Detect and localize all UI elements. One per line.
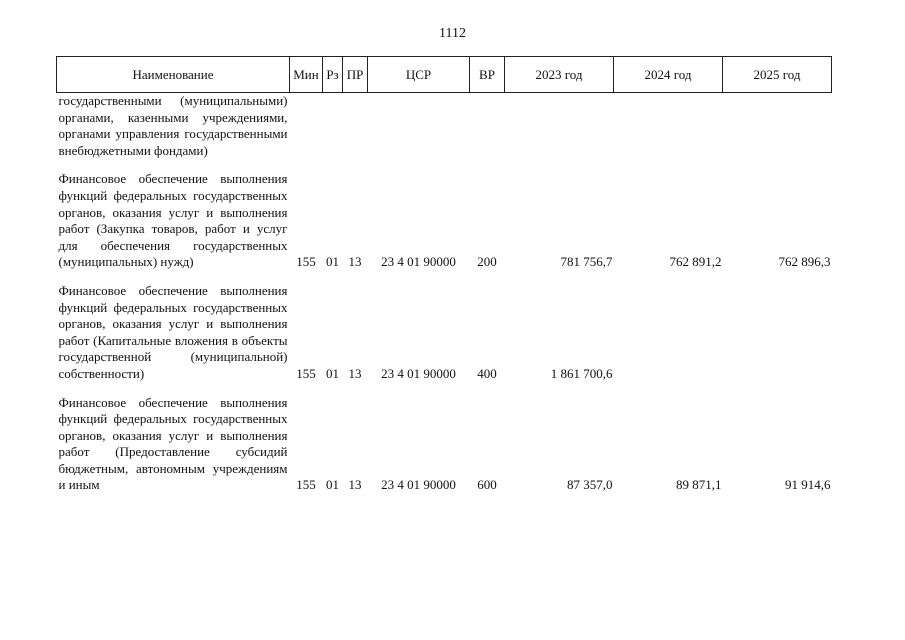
row-2025 bbox=[723, 283, 832, 383]
header-name: Наименование bbox=[57, 57, 290, 93]
row-2025: 762 896,3 bbox=[778, 254, 831, 270]
row-rz: 01 bbox=[326, 365, 339, 381]
budget-table bbox=[56, 56, 832, 494]
table-row bbox=[57, 171, 832, 271]
row-csr: 23 4 01 90000 bbox=[381, 477, 456, 493]
row-csr: 23 4 01 90000 bbox=[381, 365, 456, 381]
header-rz: Рз bbox=[323, 57, 343, 93]
row-2024: 762 891,2 bbox=[669, 254, 722, 270]
row-rz: 01 bbox=[326, 477, 339, 493]
row-rz: 01 bbox=[326, 254, 339, 270]
header-2025: 2025 год bbox=[723, 57, 832, 93]
row-csr: 23 4 01 90000 bbox=[381, 254, 456, 270]
row-2023: 781 756,7 bbox=[560, 254, 613, 270]
row-pr: 13 bbox=[348, 254, 362, 270]
row-2024: 89 871,1 bbox=[676, 477, 722, 493]
page-number: 1112 bbox=[439, 26, 466, 41]
row-name: Финансовое обеспечение выполнения функций федеральных государственных органов, оказания услуг и выполнения работ (Капитальные вложения в объекты государственной (муниципальной) собственности) bbox=[58, 282, 288, 381]
header-2023: 2023 год bbox=[505, 57, 614, 93]
row-2025: 91 914,6 bbox=[785, 477, 831, 493]
row-pr: 13 bbox=[348, 365, 362, 381]
header-pr: ПР bbox=[343, 57, 368, 93]
header-2024: 2024 год bbox=[614, 57, 723, 93]
continued-text: государственными (муниципальными) органами, казенными учреждениями, органами управления государственными внебюджетными фондами) bbox=[58, 93, 288, 158]
row-min: 155 bbox=[296, 254, 316, 270]
continued-row bbox=[57, 93, 832, 160]
row-pr: 13 bbox=[348, 477, 362, 493]
row-name: Финансовое обеспечение выполнения функций федеральных государственных органов, оказания услуг и выполнения работ (Закупка товаров, работ и услуг для обеспечения государственных (муниципальных) нужд) bbox=[58, 171, 288, 270]
row-min: 155 bbox=[296, 477, 316, 493]
row-2023: 1 861 700,6 bbox=[550, 365, 613, 381]
header-min: Мин bbox=[290, 57, 323, 93]
row-vr: 200 bbox=[477, 254, 497, 270]
table-row bbox=[57, 395, 832, 495]
row-vr: 600 bbox=[477, 477, 497, 493]
row-min: 155 bbox=[296, 365, 316, 381]
header-vr: ВР bbox=[470, 57, 505, 93]
table-header-row bbox=[57, 57, 832, 93]
header-csr: ЦСР bbox=[368, 57, 470, 93]
row-name: Финансовое обеспечение выполнения функций федеральных государственных органов, оказания услуг и выполнения работ (Предоставление субсидий бюджетным, автономным учреждениям и иным bbox=[58, 394, 288, 493]
row-2024 bbox=[614, 283, 723, 383]
row-vr: 400 bbox=[477, 365, 497, 381]
table-row bbox=[57, 283, 832, 383]
row-2023: 87 357,0 bbox=[567, 477, 613, 493]
